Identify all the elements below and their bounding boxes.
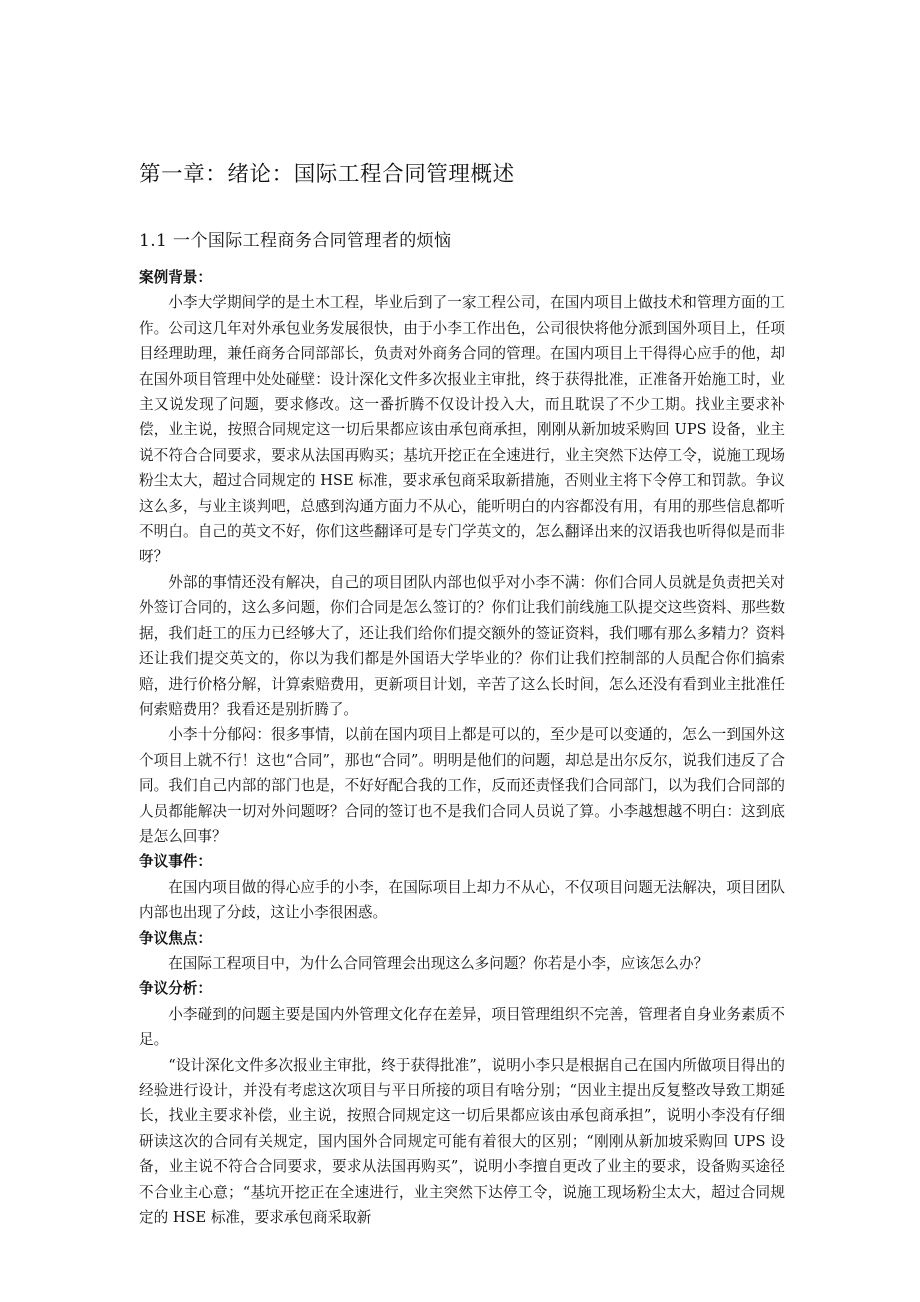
dispute-event-paragraph: 在国内项目做的得心应手的小李，在国际项目上却力不从心，不仅项目问题无法解决，项目团队内部也出现了分歧，这让小李很困惑。 (139, 878, 785, 922)
dispute-analysis-paragraph: “设计深化文件多次报业主审批，终于获得批准”，说明小李只是根据自己在国内所做项目得出的经验进行设计，并没有考虑这次项目与平日所接的项目有啥分别；“因业主提出反复整改导致工期延长，找业主要求补偿，业主说，按照合同规定这一切后果都应该由承包商承担”，说明小李没有仔细研读这次的合同有关规定，国内国外合同规定可能有着很大的区别；“刚刚从新加坡采购回 UPS 设备，业主说不符合合同要求，要求从法国再购买”，说明小李擅自更改了业主的要求，设备购买途径不合业主心意；“基坑开挖正在全速进行，业主突然下达停工令，说施工现场粉尘太大，超过合同规定的 HSE 标准，要求承包商采取新 (139, 1056, 785, 1227)
case-background-paragraph: 小李大学期间学的是土木工程，毕业后到了一家工程公司，在国内项目上做技术和管理方面的工作。公司这几年对外承包业务发展很快，由于小李工作出色，公司很快将他分派到国外项目上，任项目经理助理，兼任商务合同部部长，负责对外商务合同的管理。在国内项目上干得得心应手的他，却在国外项目管理中处处碰壁：设计深化文件多次报业主审批，终于获得批准，正准备开始施工时，业主又说发现了问题，要求修改。这一番折腾不仅设计投入大，而且耽误了不少工期。找业主要求补偿，业主说，按照合同规定这一切后果都应该由承包商承担，刚刚从新加坡采购回 UPS 设备，业主说不符合合同要求，要求从法国再购买；基坑开挖正在全速进行，业主突然下达停工令，说施工现场粉尘太大，超过合同规定的 HSE 标准，要求承包商采取新措施，否则业主将下令停工和罚款。争议这么多，与业主谈判吧，总感到沟通方面力不从心，能听明白的内容都没有用，有用的那些信息都听不明白。自己的英文不好，你们这些翻译可是专门学英文的，怎么翻译出来的汉语我也听得似是而非呀？ (139, 294, 785, 566)
chapter-title: 第一章：绪论：国际工程合同管理概述 (139, 162, 515, 188)
dispute-analysis-heading: 争议分析： (139, 980, 212, 998)
dispute-focus-heading: 争议焦点： (139, 929, 212, 947)
dispute-event-heading: 争议事件： (139, 853, 212, 871)
case-background-heading: 案例背景： (139, 269, 212, 286)
dispute-focus-paragraph: 在国际工程项目中，为什么合同管理会出现这么多问题？你若是小李，应该怎么办？ (168, 954, 709, 972)
case-background-paragraph: 外部的事情还没有解决，自己的项目团队内部也似乎对小李不满：你们合同人员就是负责把关对外签订合同的，这么多问题，你们合同是怎么签订的？你们让我们前线施工队提交这些资料、那些数据，我们赶工的压力已经够大了，还让我们给你们提交额外的签证资料，我们哪有那么多精力？资料还让我们提交英文的，你以为我们都是外国语大学毕业的？你们让我们控制部的人员配合你们搞索赔，进行价格分解，计算索赔费用，更新项目计划，辛苦了这么长时间，怎么还没有看到业主批准任何索赔费用？我看还是别折腾了。 (139, 573, 785, 718)
section-title: 1.1 一个国际工程商务合同管理者的烦恼 (139, 231, 452, 252)
document-body (139, 265, 785, 1230)
dispute-analysis-paragraph: 小李碰到的问题主要是国内外管理文化存在差异，项目管理组织不完善，管理者自身业务素质不足。 (139, 1005, 785, 1049)
case-background-paragraph: 小李十分郁闷：很多事情，以前在国内项目上都是可以的，至少是可以变通的，怎么一到国外这个项目上就不行！这也“合同”，那也“合同”。明明是他们的问题，却总是出尔反尔，说我们违反了合同。我们自己内部的部门也是，不好好配合我的工作，反而还责怪我们合同部门，以为我们合同部的人员都能解决一切对外问题呀？合同的签订也不是我们合同人员说了算。小李越想越不明白：这到底是怎么回事？ (139, 726, 785, 845)
